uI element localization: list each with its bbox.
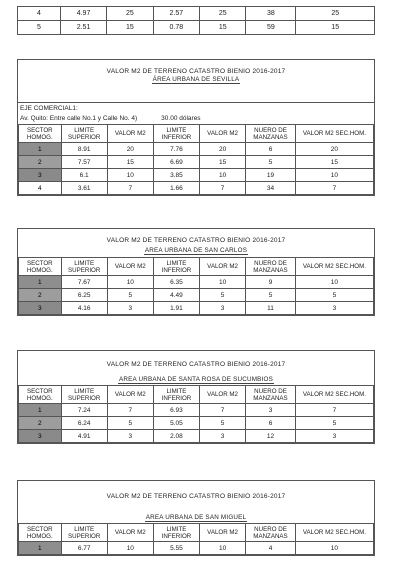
header-valor-m2-2: VALOR M2 — [200, 386, 246, 404]
cell: 5 — [18, 21, 61, 35]
sector-cell: 2 — [19, 289, 62, 302]
header-row — [19, 386, 374, 404]
header-limite-inferior: LIMITE INFERIOR — [153, 386, 199, 404]
cell: 7 — [200, 404, 246, 417]
cell: 6.93 — [153, 404, 199, 417]
san-carlos-block — [17, 228, 375, 316]
cell: 10 — [295, 542, 373, 555]
eje-comercial-label: EJE COMERCIAL1: — [18, 102, 374, 114]
sector-cell: 3 — [19, 430, 62, 443]
cell: 59 — [246, 21, 296, 35]
cell: 0.78 — [153, 21, 199, 35]
cell: 5 — [107, 417, 153, 430]
cell: 4 — [18, 7, 61, 21]
cell: 5 — [246, 289, 296, 302]
cell: 6.1 — [61, 169, 107, 182]
area-name: AREA URBANA DE SAN CARLOS — [144, 247, 248, 254]
cell: 20 — [107, 143, 153, 156]
san-miguel-block — [17, 480, 375, 556]
cell: 6 — [246, 417, 296, 430]
cell: 6.77 — [61, 542, 107, 555]
block-title: VALOR M2 DE TERRENO CATASTRO BIENIO 2016-2017 — [106, 493, 286, 500]
cell: 10 — [295, 276, 373, 289]
cell: 12 — [246, 430, 296, 443]
cell: 5 — [200, 289, 246, 302]
table-row — [19, 404, 374, 417]
cell: 7 — [295, 182, 373, 195]
table-row — [19, 143, 374, 156]
cell: 7.76 — [153, 143, 199, 156]
cell: 25 — [107, 7, 153, 21]
header-sector: SECTOR HOMOG. — [19, 125, 62, 143]
header-limite-inferior: LIMITE INFERIOR — [153, 258, 199, 276]
cell: 5 — [295, 289, 373, 302]
sector-cell: 3 — [19, 169, 62, 182]
cell: 6 — [246, 143, 296, 156]
sector-cell: 1 — [19, 143, 62, 156]
table-row — [19, 430, 374, 443]
table-row — [19, 302, 374, 315]
header-valor-m2-2: VALOR M2 — [200, 524, 246, 542]
sector-cell: 2 — [19, 156, 62, 169]
cell: 3.61 — [61, 182, 107, 195]
cell: 3 — [246, 404, 296, 417]
header-manzanas: NUERO DE MANZANAS — [246, 258, 296, 276]
table-row — [18, 7, 375, 21]
header-limite-superior: LIMITE SUPERIOR — [61, 258, 107, 276]
avenue-value: 30.00 dólares — [161, 115, 201, 122]
block-title: VALOR M2 DE TERRENO CATASTRO BIENIO 2016-2017 — [106, 237, 286, 244]
block-title: VALOR M2 DE TERRENO CATASTRO BIENIO 2016-2017 — [106, 361, 286, 368]
header-valor-m2-2: VALOR M2 — [200, 125, 246, 143]
cell: 6.24 — [61, 417, 107, 430]
table-row — [19, 542, 374, 555]
sector-cell: 3 — [19, 302, 62, 315]
header-manzanas: NUERO DE MANZANAS — [246, 125, 296, 143]
header-valor-sec-hom: VALOR M2 SEC.HOM. — [295, 125, 373, 143]
top-continuation-table — [17, 6, 375, 35]
cell: 5 — [295, 417, 373, 430]
cell: 3 — [200, 302, 246, 315]
cell: 10 — [200, 542, 246, 555]
cell: 10 — [295, 169, 373, 182]
cell: 3 — [107, 430, 153, 443]
header-manzanas: NUERO DE MANZANAS — [246, 386, 296, 404]
block-title: VALOR M2 DE TERRENO CATASTRO BIENIO 2016-2017 — [106, 68, 286, 75]
area-title — [18, 245, 374, 257]
header-manzanas: NUERO DE MANZANAS — [246, 524, 296, 542]
header-valor-m2: VALOR M2 — [107, 125, 153, 143]
sector-cell: 1 — [19, 542, 62, 555]
cell: 5 — [107, 289, 153, 302]
cell: 15 — [296, 21, 375, 35]
area-title — [18, 373, 374, 385]
header-valor-m2: VALOR M2 — [107, 386, 153, 404]
cell: 10 — [107, 169, 153, 182]
cell: 2.51 — [60, 21, 106, 35]
header-valor-m2: VALOR M2 — [107, 524, 153, 542]
cell: 1.66 — [153, 182, 199, 195]
cell: 3 — [200, 430, 246, 443]
cell: 2.08 — [153, 430, 199, 443]
header-valor-m2: VALOR M2 — [107, 258, 153, 276]
sevilla-table — [18, 124, 374, 195]
header-row — [19, 524, 374, 542]
cell: 20 — [200, 143, 246, 156]
sector-cell: 1 — [19, 276, 62, 289]
cell: 6.25 — [61, 289, 107, 302]
area-name: AREA URBANA DE SANTA ROSA DE SUCUMBIOS — [118, 376, 274, 383]
cell: 5 — [200, 417, 246, 430]
cell: 7 — [200, 182, 246, 195]
sevilla-block — [17, 59, 375, 196]
table-row — [19, 169, 374, 182]
header-limite-superior: LIMITE SUPERIOR — [61, 386, 107, 404]
cell: 10 — [107, 542, 153, 555]
cell: 20 — [295, 143, 373, 156]
cell: 15 — [200, 156, 246, 169]
cell: 3.85 — [153, 169, 199, 182]
cell: 25 — [200, 7, 246, 21]
cell: 15 — [107, 156, 153, 169]
cell: 7.57 — [61, 156, 107, 169]
sector-cell: 1 — [19, 404, 62, 417]
area-name: ÁREA URBANA DE SEVILLA — [152, 76, 240, 83]
cell: 8.91 — [61, 143, 107, 156]
santa-rosa-table — [18, 385, 374, 443]
cell: 7.24 — [61, 404, 107, 417]
cell: 7 — [107, 404, 153, 417]
header-sector: SECTOR HOMOG. — [19, 524, 62, 542]
header-limite-superior: LIMITE SUPERIOR — [61, 524, 107, 542]
cell: 3 — [295, 430, 373, 443]
header-limite-superior: LIMITE SUPERIOR — [61, 125, 107, 143]
header-row — [19, 258, 374, 276]
table-row — [19, 417, 374, 430]
header-valor-sec-hom: VALOR M2 SEC.HOM. — [295, 386, 373, 404]
area-name: AREA URBANA DE SAN MIGUEL — [145, 514, 247, 521]
cell: 5.05 — [153, 417, 199, 430]
table-row — [19, 276, 374, 289]
cell: 15 — [295, 156, 373, 169]
header-valor-sec-hom: VALOR M2 SEC.HOM. — [295, 524, 373, 542]
cell: 5 — [246, 156, 296, 169]
cell: 4 — [246, 542, 296, 555]
sector-cell: 2 — [19, 417, 62, 430]
cell: 6.35 — [153, 276, 199, 289]
header-limite-inferior: LIMITE INFERIOR — [153, 125, 199, 143]
cell: 15 — [200, 21, 246, 35]
cell: 38 — [246, 7, 296, 21]
cell: 7.67 — [61, 276, 107, 289]
cell: 3 — [295, 302, 373, 315]
san-carlos-table — [18, 257, 374, 315]
sector-cell: 4 — [19, 182, 62, 195]
cell: 11 — [246, 302, 296, 315]
cell: 4.97 — [60, 7, 106, 21]
cell: 4.91 — [61, 430, 107, 443]
san-miguel-table — [18, 523, 374, 555]
cell: 9 — [246, 276, 296, 289]
cell: 10 — [107, 276, 153, 289]
header-limite-inferior: LIMITE INFERIOR — [153, 524, 199, 542]
header-row — [19, 125, 374, 143]
avenue-text: Av. Quito: Entre calle No.1 y Calle No. 4) — [20, 115, 138, 122]
area-title — [18, 76, 374, 92]
table-row — [19, 182, 374, 195]
cell: 19 — [246, 169, 296, 182]
cell: 10 — [200, 169, 246, 182]
cell: 4.49 — [153, 289, 199, 302]
cell: 1.91 — [153, 302, 199, 315]
table-row — [19, 289, 374, 302]
table-row — [19, 156, 374, 169]
header-sector: SECTOR HOMOG. — [19, 386, 62, 404]
cell: 4.16 — [61, 302, 107, 315]
table-row — [18, 21, 375, 35]
cell: 7 — [295, 404, 373, 417]
cell: 34 — [246, 182, 296, 195]
cell: 7 — [107, 182, 153, 195]
area-title — [18, 511, 374, 523]
cell: 10 — [200, 276, 246, 289]
santa-rosa-block — [17, 350, 375, 444]
cell: 15 — [107, 21, 153, 35]
cell: 3 — [107, 302, 153, 315]
cell: 6.69 — [153, 156, 199, 169]
cell: 2.57 — [153, 7, 199, 21]
cell: 5.55 — [153, 542, 199, 555]
avenue-note — [18, 114, 374, 124]
header-sector: SECTOR HOMOG. — [19, 258, 62, 276]
header-valor-m2-2: VALOR M2 — [200, 258, 246, 276]
header-valor-sec-hom: VALOR M2 SEC.HOM. — [295, 258, 373, 276]
cell: 25 — [296, 7, 375, 21]
